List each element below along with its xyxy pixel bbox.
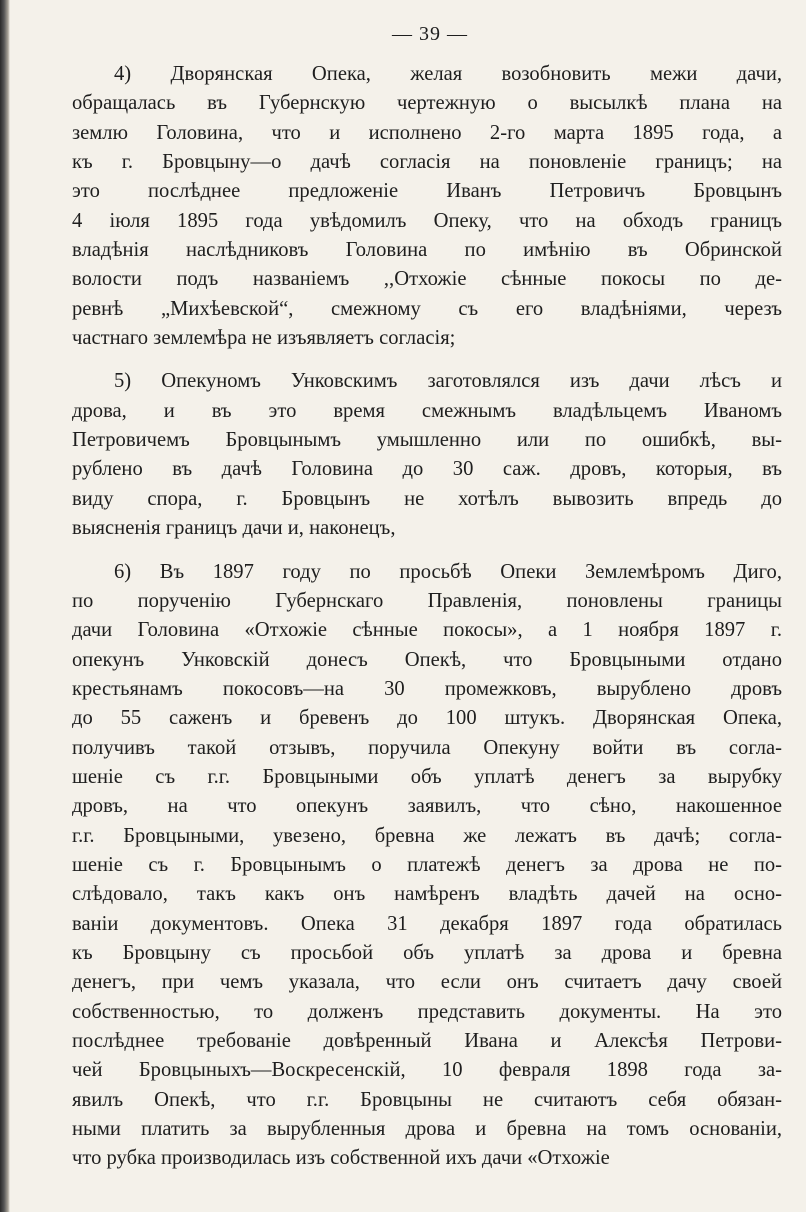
text-line: частнаго землемѣра не изъявляетъ согласія;	[72, 327, 456, 350]
text-line: г.г. Бровцыными, увезено, бревна же лежатъ въ дачѣ; согла-	[72, 824, 782, 847]
text-line: дрова, и въ это время смежнымъ владѣльцемъ Иваномъ	[72, 399, 782, 422]
page-number: — 39 —	[392, 23, 468, 45]
text-line: это послѣднее предложеніе Иванъ Петровичъ Бровцынъ	[72, 180, 782, 203]
text-line: владѣнія наслѣдниковъ Головина по имѣнію въ Обринской	[72, 239, 782, 262]
text-line: рублено въ дачѣ Головина до 30 саж. дровъ, которыя, въ	[72, 458, 782, 481]
text-line: къ Бровцыну съ просьбой объ уплатѣ за дрова и бревна	[72, 941, 782, 964]
text-line: получивъ такой отзывъ, поручила Опекуну войти въ согла-	[72, 736, 782, 759]
text-line: собственностью, то долженъ представить документы. На это	[72, 1000, 782, 1023]
text-line: шеніе съ г.г. Бровцыными объ уплатѣ денегъ за вырубку	[72, 765, 782, 788]
text-line: ными платить за вырубленныя дрова и бревна на томъ основаніи,	[72, 1118, 782, 1141]
text-line: 4 іюля 1895 года увѣдомилъ Опеку, что на обходъ границъ	[72, 209, 782, 232]
text-line: ваніи документовъ. Опека 31 декабря 1897 года обратилась	[72, 912, 782, 935]
text-line: землю Головина, что и исполнено 2-го марта 1895 года, а	[72, 121, 782, 144]
text-line: виду спора, г. Бровцынъ не хотѣлъ вывозить впредь до	[72, 487, 782, 510]
paragraph-3	[72, 558, 782, 1174]
book-page	[72, 20, 782, 1174]
text-line: выясненія границъ дачи и, наконецъ,	[72, 517, 396, 540]
text-line: слѣдовало, такъ какъ онъ намѣренъ владѣть дачей на осно-	[72, 883, 782, 906]
text-line: явилъ Опекѣ, что г.г. Бровцыны не считаютъ себя обязан-	[72, 1088, 782, 1111]
text-line: чей Бровцыныхъ—Воскресенскій, 10 февраля 1898 года за-	[72, 1059, 782, 1082]
text-line: волости подъ названіемъ ,,Отхожіе сѣнные покосы по де-	[72, 268, 782, 291]
text-body	[72, 60, 782, 1174]
text-line: что рубка производилась изъ собственной ихъ дачи «Отхожіе	[72, 1147, 610, 1170]
text-line: послѣднее требованіе довѣренный Ивана и Алексѣя Петрови-	[72, 1030, 782, 1052]
paragraph-1	[72, 60, 782, 353]
text-line: крестьянамъ покосовъ—на 30 промежковъ, вырублено дровъ	[72, 677, 782, 700]
text-line: къ г. Бровцыну—о дачѣ согласія на поновленіе границъ; на	[72, 151, 782, 174]
book-binding-edge	[0, 0, 10, 1212]
text-line: Петровичемъ Бровцынымъ умышленно или по ошибкѣ, вы-	[72, 429, 782, 452]
text-line: 5) Опекуномъ Унковскимъ заготовлялся изъ дачи лѣсъ и	[114, 370, 782, 393]
text-line: дачи Головина «Отхожіе сѣнные покосы», а 1 ноября 1897 г.	[72, 619, 782, 642]
paragraph-2	[72, 367, 782, 543]
text-line: дровъ, на что опекунъ заявилъ, что сѣно, накошенное	[72, 795, 782, 818]
paragraph-gap	[72, 544, 782, 558]
text-line: по порученію Губернскаго Правленія, поновлены границы	[72, 589, 782, 612]
text-line: обращалась въ Губернскую чертежную о высылкѣ плана на	[72, 92, 782, 115]
text-line: 6) Въ 1897 году по просьбѣ Опеки Землемѣромъ Диго,	[114, 560, 782, 583]
text-line: 4) Дворянская Опека, желая возобновить межи дачи,	[114, 63, 782, 85]
text-line: опекунъ Унковскій донесъ Опекѣ, что Бровцыными отдано	[72, 648, 782, 671]
text-line: до 55 саженъ и бревенъ до 100 штукъ. Дворянская Опека,	[72, 707, 782, 730]
text-line: денегъ, при чемъ указала, что если онъ считаетъ дачу своей	[72, 971, 782, 994]
paragraph-gap	[72, 353, 782, 367]
text-line: шеніе съ г. Бровцынымъ о платежѣ денегъ за дрова не по-	[72, 853, 782, 876]
text-line: ревнѣ „Михѣевской“, смежному съ его владѣніями, черезъ	[72, 297, 782, 320]
